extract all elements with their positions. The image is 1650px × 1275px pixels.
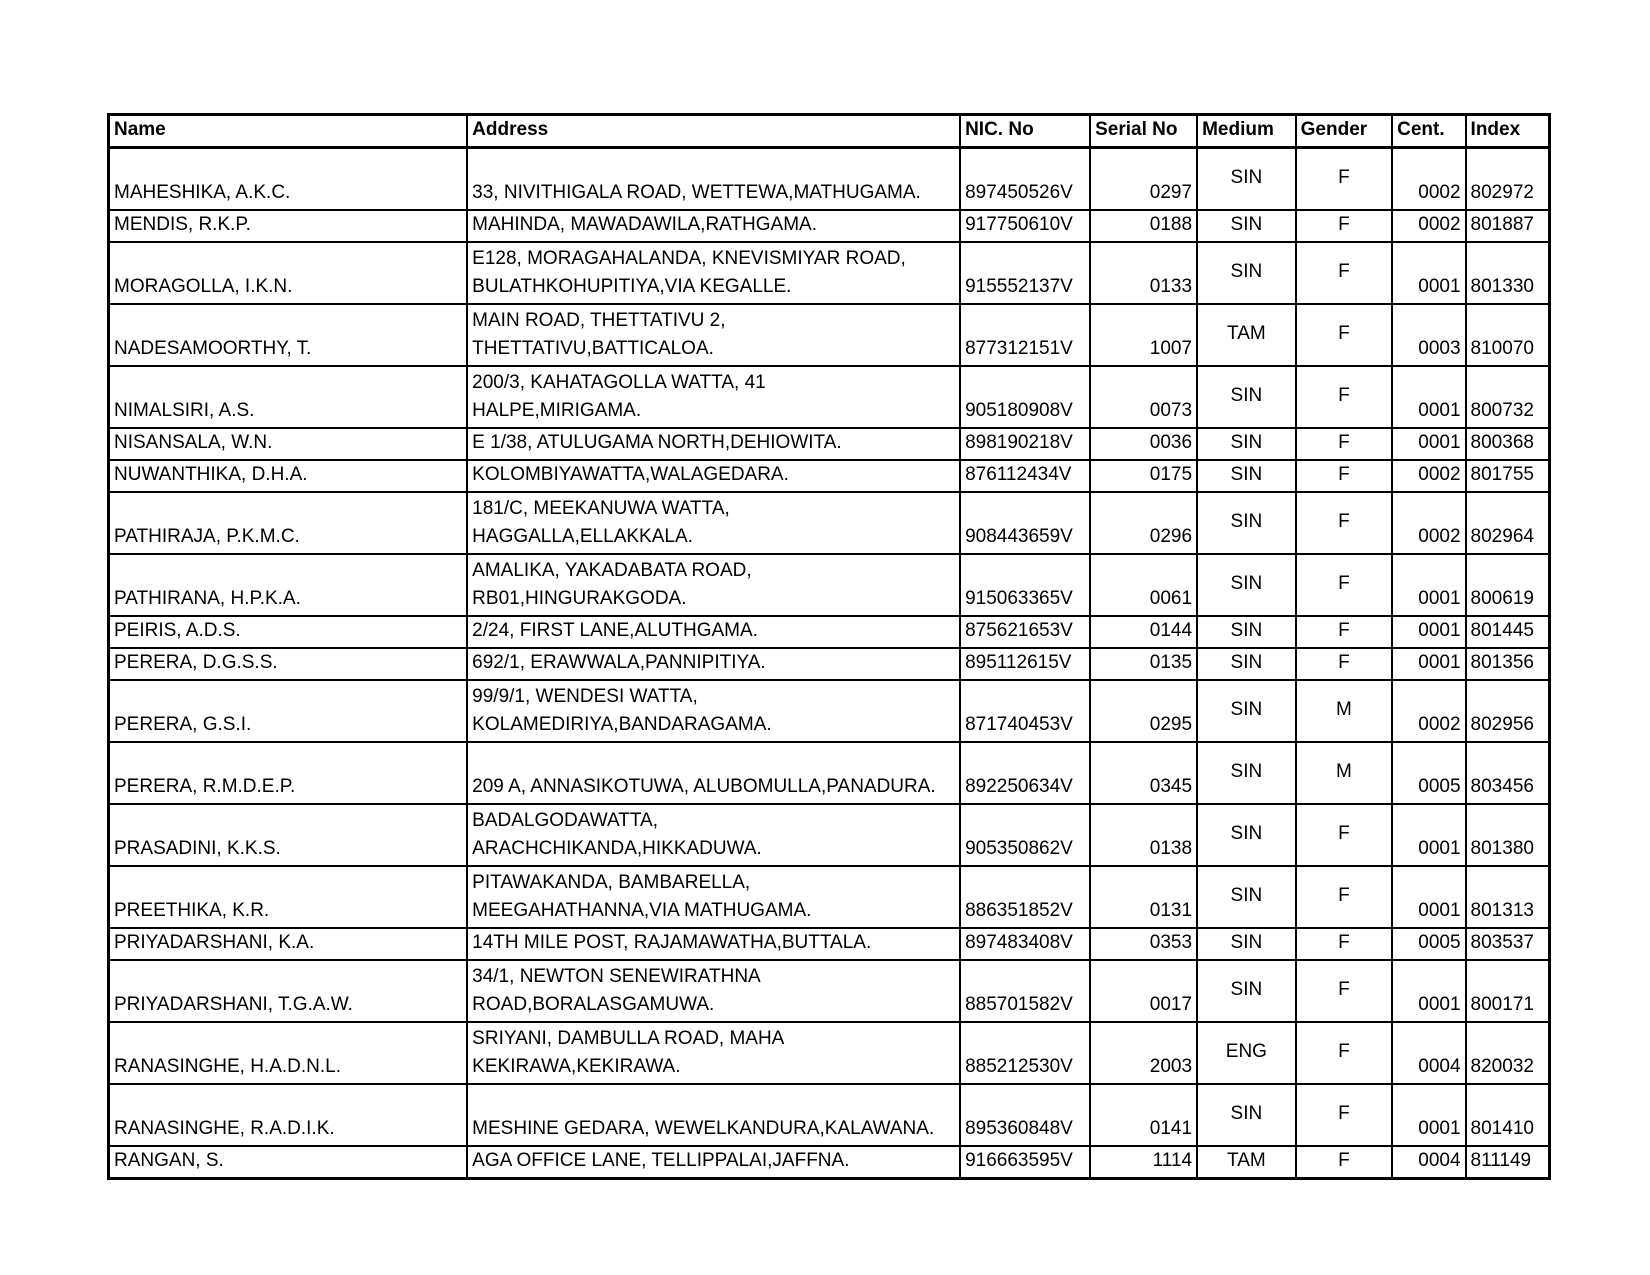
cell-index: 800732 xyxy=(1466,366,1550,428)
cell-name: PERERA, R.M.D.E.P. xyxy=(109,742,468,804)
cell-medium: SIN xyxy=(1197,148,1296,211)
cell-name: PERERA, G.S.I. xyxy=(109,680,468,742)
cell-cent: 0002 xyxy=(1392,148,1465,211)
cell-gender: F xyxy=(1296,866,1392,928)
address-line: 181/C, MEEKANUWA WATTA, xyxy=(472,498,730,519)
cell-serial: 0144 xyxy=(1090,616,1197,648)
address-line xyxy=(472,745,955,773)
cell-medium: SIN xyxy=(1197,866,1296,928)
cell-medium: SIN xyxy=(1197,680,1296,742)
column-header-address: Address xyxy=(467,115,960,148)
header-row xyxy=(109,115,1550,148)
cell-gender: F xyxy=(1296,304,1392,366)
candidate-table xyxy=(107,113,1551,1180)
cell-address xyxy=(467,866,960,928)
address-line: 99/9/1, WENDESI WATTA, xyxy=(472,686,698,707)
cell-nic: 871740453V xyxy=(960,680,1090,742)
cell-cent: 0004 xyxy=(1392,1022,1465,1084)
cell-medium: TAM xyxy=(1197,1146,1296,1179)
cell-cent: 0001 xyxy=(1392,804,1465,866)
cell-index: 802972 xyxy=(1466,148,1550,211)
cell-serial: 0296 xyxy=(1090,492,1197,554)
address-line: 33, NIVITHIGALA ROAD, WETTEWA,MATHUGAMA. xyxy=(472,182,921,203)
cell-address xyxy=(467,242,960,304)
cell-cent: 0001 xyxy=(1392,366,1465,428)
cell-cent: 0001 xyxy=(1392,242,1465,304)
table-body xyxy=(109,148,1550,1179)
address-line xyxy=(472,151,955,179)
cell-serial: 0131 xyxy=(1090,866,1197,928)
address-line: AGA OFFICE LANE, TELLIPPALAI,JAFFNA. xyxy=(472,1150,850,1171)
cell-nic: 915063365V xyxy=(960,554,1090,616)
cell-medium: SIN xyxy=(1197,428,1296,460)
cell-serial: 0133 xyxy=(1090,242,1197,304)
cell-address xyxy=(467,742,960,804)
cell-nic: 895112615V xyxy=(960,648,1090,680)
cell-gender: F xyxy=(1296,648,1392,680)
address-line: KEKIRAWA,KEKIRAWA. xyxy=(472,1056,681,1077)
cell-nic: 905350862V xyxy=(960,804,1090,866)
address-line: MAIN ROAD, THETTATIVU 2, xyxy=(472,310,726,331)
cell-cent: 0002 xyxy=(1392,460,1465,492)
cell-gender: F xyxy=(1296,804,1392,866)
cell-nic: 875621653V xyxy=(960,616,1090,648)
table-row xyxy=(109,960,1550,1022)
cell-name: PERERA, D.G.S.S. xyxy=(109,648,468,680)
cell-index: 811149 xyxy=(1466,1146,1550,1179)
column-header-nic: NIC. No xyxy=(960,115,1090,148)
address-line: 2/24, FIRST LANE,ALUTHGAMA. xyxy=(472,620,758,641)
cell-name: RANGAN, S. xyxy=(109,1146,468,1179)
cell-gender: F xyxy=(1296,366,1392,428)
cell-gender: F xyxy=(1296,1022,1392,1084)
cell-medium: SIN xyxy=(1197,242,1296,304)
cell-address xyxy=(467,148,960,211)
cell-serial: 0017 xyxy=(1090,960,1197,1022)
cell-address xyxy=(467,428,960,460)
table-row xyxy=(109,648,1550,680)
cell-serial: 0295 xyxy=(1090,680,1197,742)
column-header-gender: Gender xyxy=(1296,115,1392,148)
cell-nic: 877312151V xyxy=(960,304,1090,366)
cell-cent: 0005 xyxy=(1392,742,1465,804)
cell-name: PRASADINI, K.K.S. xyxy=(109,804,468,866)
table-row xyxy=(109,804,1550,866)
cell-name: RANASINGHE, R.A.D.I.K. xyxy=(109,1084,468,1146)
address-line: PITAWAKANDA, BAMBARELLA, xyxy=(472,872,751,893)
cell-name: NIMALSIRI, A.S. xyxy=(109,366,468,428)
table-row xyxy=(109,680,1550,742)
cell-medium: SIN xyxy=(1197,928,1296,960)
cell-name: NISANSALA, W.N. xyxy=(109,428,468,460)
address-line: 14TH MILE POST, RAJAMAWATHA,BUTTALA. xyxy=(472,932,872,953)
column-header-cent: Cent. xyxy=(1392,115,1465,148)
table-row xyxy=(109,304,1550,366)
cell-name: PEIRIS, A.D.S. xyxy=(109,616,468,648)
cell-cent: 0001 xyxy=(1392,1084,1465,1146)
table-row xyxy=(109,460,1550,492)
cell-gender: F xyxy=(1296,554,1392,616)
cell-gender: F xyxy=(1296,616,1392,648)
table-row xyxy=(109,1084,1550,1146)
cell-serial: 0345 xyxy=(1090,742,1197,804)
cell-serial: 2003 xyxy=(1090,1022,1197,1084)
cell-index: 801380 xyxy=(1466,804,1550,866)
cell-index: 801887 xyxy=(1466,210,1550,242)
cell-gender: M xyxy=(1296,742,1392,804)
cell-address xyxy=(467,1022,960,1084)
cell-name: MAHESHIKA, A.K.C. xyxy=(109,148,468,211)
address-line xyxy=(472,1087,955,1115)
table-row xyxy=(109,148,1550,211)
cell-medium: SIN xyxy=(1197,648,1296,680)
table-row xyxy=(109,554,1550,616)
cell-nic: 892250634V xyxy=(960,742,1090,804)
cell-address xyxy=(467,366,960,428)
cell-name: PATHIRANA, H.P.K.A. xyxy=(109,554,468,616)
table-row xyxy=(109,366,1550,428)
table-row xyxy=(109,616,1550,648)
cell-nic: 916663595V xyxy=(960,1146,1090,1179)
cell-cent: 0002 xyxy=(1392,210,1465,242)
cell-address xyxy=(467,928,960,960)
cell-index: 802956 xyxy=(1466,680,1550,742)
cell-medium: SIN xyxy=(1197,554,1296,616)
cell-cent: 0005 xyxy=(1392,928,1465,960)
cell-nic: 897483408V xyxy=(960,928,1090,960)
cell-name: PRIYADARSHANI, T.G.A.W. xyxy=(109,960,468,1022)
column-header-name: Name xyxy=(109,115,468,148)
cell-cent: 0001 xyxy=(1392,648,1465,680)
cell-name: RANASINGHE, H.A.D.N.L. xyxy=(109,1022,468,1084)
table-row xyxy=(109,492,1550,554)
cell-medium: SIN xyxy=(1197,460,1296,492)
cell-address xyxy=(467,492,960,554)
cell-cent: 0001 xyxy=(1392,428,1465,460)
address-line: MAHINDA, MAWADAWILA,RATHGAMA. xyxy=(472,214,818,235)
cell-cent: 0002 xyxy=(1392,492,1465,554)
address-line: 200/3, KAHATAGOLLA WATTA, 41 xyxy=(472,372,766,393)
cell-index: 803456 xyxy=(1466,742,1550,804)
cell-serial: 0297 xyxy=(1090,148,1197,211)
cell-cent: 0001 xyxy=(1392,960,1465,1022)
cell-address xyxy=(467,210,960,242)
column-header-serial: Serial No xyxy=(1090,115,1197,148)
cell-cent: 0003 xyxy=(1392,304,1465,366)
cell-index: 800368 xyxy=(1466,428,1550,460)
cell-serial: 0036 xyxy=(1090,428,1197,460)
cell-serial: 0061 xyxy=(1090,554,1197,616)
cell-serial: 0138 xyxy=(1090,804,1197,866)
column-header-medium: Medium xyxy=(1197,115,1296,148)
cell-nic: 876112434V xyxy=(960,460,1090,492)
cell-gender: F xyxy=(1296,210,1392,242)
cell-index: 803537 xyxy=(1466,928,1550,960)
cell-serial: 1007 xyxy=(1090,304,1197,366)
cell-index: 800619 xyxy=(1466,554,1550,616)
address-line: BADALGODAWATTA, xyxy=(472,810,658,831)
address-line: ROAD,BORALASGAMUWA. xyxy=(472,994,715,1015)
cell-index: 801356 xyxy=(1466,648,1550,680)
cell-index: 801313 xyxy=(1466,866,1550,928)
cell-nic: 915552137V xyxy=(960,242,1090,304)
table-row xyxy=(109,742,1550,804)
table-row xyxy=(109,242,1550,304)
cell-address xyxy=(467,680,960,742)
cell-medium: SIN xyxy=(1197,804,1296,866)
cell-medium: SIN xyxy=(1197,366,1296,428)
cell-serial: 0353 xyxy=(1090,928,1197,960)
cell-address xyxy=(467,648,960,680)
cell-gender: F xyxy=(1296,960,1392,1022)
cell-address xyxy=(467,304,960,366)
table-row xyxy=(109,210,1550,242)
address-line: KOLOMBIYAWATTA,WALAGEDARA. xyxy=(472,464,789,485)
cell-serial: 1114 xyxy=(1090,1146,1197,1179)
address-line: 34/1, NEWTON SENEWIRATHNA xyxy=(472,966,761,987)
address-line: 209 A, ANNASIKOTUWA, ALUBOMULLA,PANADURA. xyxy=(472,776,936,797)
cell-medium: SIN xyxy=(1197,616,1296,648)
cell-cent: 0004 xyxy=(1392,1146,1465,1179)
cell-address xyxy=(467,804,960,866)
cell-cent: 0001 xyxy=(1392,866,1465,928)
address-line: 692/1, ERAWWALA,PANNIPITIYA. xyxy=(472,652,766,673)
table-row xyxy=(109,1022,1550,1084)
cell-address xyxy=(467,460,960,492)
cell-medium: SIN xyxy=(1197,960,1296,1022)
address-line: THETTATIVU,BATTICALOA. xyxy=(472,338,714,359)
address-line: SRIYANI, DAMBULLA ROAD, MAHA xyxy=(472,1028,785,1049)
address-line: AMALIKA, YAKADABATA ROAD, xyxy=(472,560,752,581)
cell-gender: F xyxy=(1296,928,1392,960)
cell-serial: 0175 xyxy=(1090,460,1197,492)
cell-index: 802964 xyxy=(1466,492,1550,554)
cell-medium: SIN xyxy=(1197,210,1296,242)
cell-gender: F xyxy=(1296,492,1392,554)
cell-address xyxy=(467,554,960,616)
cell-name: MORAGOLLA, I.K.N. xyxy=(109,242,468,304)
cell-serial: 0141 xyxy=(1090,1084,1197,1146)
cell-medium: SIN xyxy=(1197,742,1296,804)
cell-medium: SIN xyxy=(1197,1084,1296,1146)
cell-nic: 886351852V xyxy=(960,866,1090,928)
cell-gender: F xyxy=(1296,148,1392,211)
cell-medium: ENG xyxy=(1197,1022,1296,1084)
cell-name: MENDIS, R.K.P. xyxy=(109,210,468,242)
cell-nic: 908443659V xyxy=(960,492,1090,554)
cell-gender: F xyxy=(1296,1084,1392,1146)
cell-gender: F xyxy=(1296,428,1392,460)
table-row xyxy=(109,1146,1550,1179)
table-row xyxy=(109,428,1550,460)
cell-cent: 0001 xyxy=(1392,554,1465,616)
address-line: BULATHKOHUPITIYA,VIA KEGALLE. xyxy=(472,276,792,297)
address-line: HALPE,MIRIGAMA. xyxy=(472,400,642,421)
cell-index: 810070 xyxy=(1466,304,1550,366)
cell-nic: 885212530V xyxy=(960,1022,1090,1084)
cell-index: 801410 xyxy=(1466,1084,1550,1146)
cell-index: 800171 xyxy=(1466,960,1550,1022)
cell-medium: TAM xyxy=(1197,304,1296,366)
cell-index: 801330 xyxy=(1466,242,1550,304)
address-line: E 1/38, ATULUGAMA NORTH,DEHIOWITA. xyxy=(472,432,842,453)
address-line: RB01,HINGURAKGODA. xyxy=(472,588,687,609)
cell-gender: F xyxy=(1296,242,1392,304)
cell-nic: 895360848V xyxy=(960,1084,1090,1146)
cell-name: PRIYADARSHANI, K.A. xyxy=(109,928,468,960)
cell-medium: SIN xyxy=(1197,492,1296,554)
cell-index: 801755 xyxy=(1466,460,1550,492)
cell-gender: F xyxy=(1296,460,1392,492)
address-line: E128, MORAGAHALANDA, KNEVISMIYAR ROAD, xyxy=(472,248,906,269)
address-line: MESHINE GEDARA, WEWELKANDURA,KALAWANA. xyxy=(472,1118,935,1139)
cell-address xyxy=(467,616,960,648)
cell-gender: F xyxy=(1296,1146,1392,1179)
cell-nic: 905180908V xyxy=(960,366,1090,428)
cell-serial: 0135 xyxy=(1090,648,1197,680)
cell-name: NADESAMOORTHY, T. xyxy=(109,304,468,366)
cell-nic: 917750610V xyxy=(960,210,1090,242)
table-row xyxy=(109,866,1550,928)
cell-cent: 0001 xyxy=(1392,616,1465,648)
cell-address xyxy=(467,960,960,1022)
cell-index: 820032 xyxy=(1466,1022,1550,1084)
cell-serial: 0073 xyxy=(1090,366,1197,428)
cell-name: PREETHIKA, K.R. xyxy=(109,866,468,928)
cell-nic: 885701582V xyxy=(960,960,1090,1022)
address-line: HAGGALLA,ELLAKKALA. xyxy=(472,526,693,547)
column-header-index: Index xyxy=(1466,115,1550,148)
cell-serial: 0188 xyxy=(1090,210,1197,242)
table-row xyxy=(109,928,1550,960)
cell-index: 801445 xyxy=(1466,616,1550,648)
cell-gender: M xyxy=(1296,680,1392,742)
cell-address xyxy=(467,1146,960,1179)
address-line: MEEGAHATHANNA,VIA MATHUGAMA. xyxy=(472,900,812,921)
cell-nic: 898190218V xyxy=(960,428,1090,460)
address-line: ARACHCHIKANDA,HIKKADUWA. xyxy=(472,838,762,859)
cell-nic: 897450526V xyxy=(960,148,1090,211)
cell-name: NUWANTHIKA, D.H.A. xyxy=(109,460,468,492)
cell-cent: 0002 xyxy=(1392,680,1465,742)
address-line: KOLAMEDIRIYA,BANDARAGAMA. xyxy=(472,714,772,735)
cell-address xyxy=(467,1084,960,1146)
cell-name: PATHIRAJA, P.K.M.C. xyxy=(109,492,468,554)
